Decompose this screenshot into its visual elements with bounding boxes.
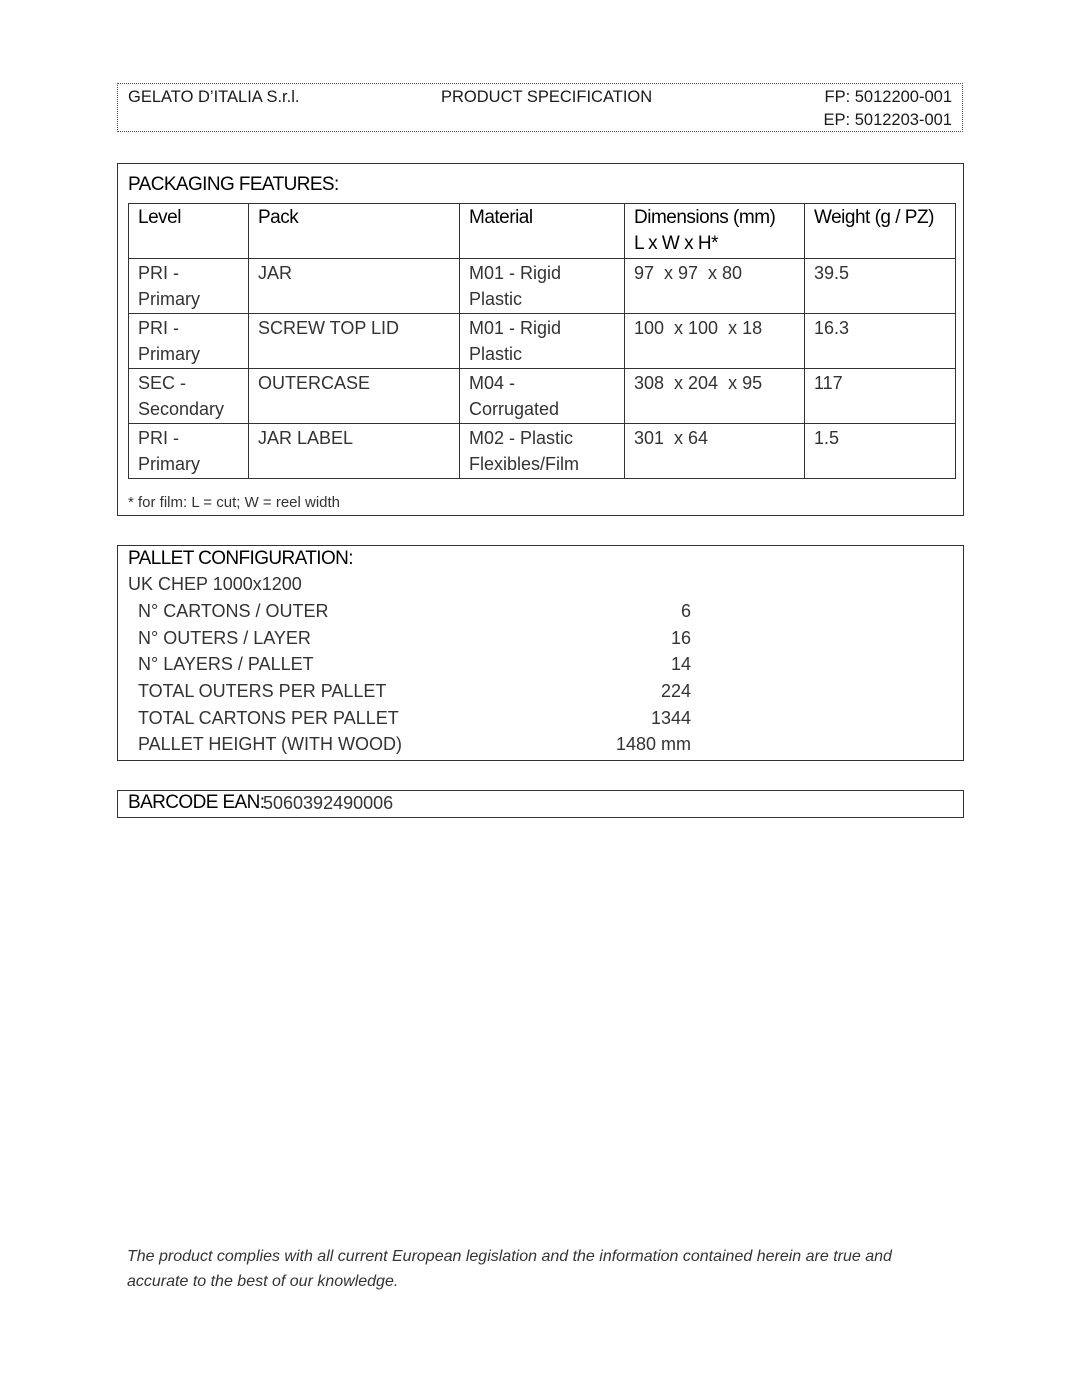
cell-material-line1: M01 - Rigid <box>469 263 562 283</box>
compliance-disclaimer <box>127 1244 927 1294</box>
cell-material <box>460 369 625 424</box>
cell-level-code: PRI - <box>138 263 180 283</box>
pallet-row-outers-per-layer <box>138 628 691 654</box>
pallet-row-value: 1480 mm <box>615 734 691 754</box>
packaging-table-header-row <box>129 204 956 259</box>
column-header-material: Material <box>460 204 625 259</box>
pallet-type: UK CHEP 1000x1200 <box>128 574 302 594</box>
cell-material-line1: M02 - Plastic <box>469 428 574 448</box>
cell-level-code: SEC - <box>138 373 187 393</box>
cell-weight: 1.5 <box>805 424 956 479</box>
cell-pack: JAR LABEL <box>249 424 460 479</box>
cell-material-line2: Plastic <box>469 344 523 364</box>
cell-level <box>129 424 249 479</box>
column-header-dimensions-line1: Dimensions (mm) <box>634 207 776 228</box>
pallet-row-label: N° OUTERS / LAYER <box>138 628 311 648</box>
cell-dimensions: 308 x 204 x 95 <box>625 369 805 424</box>
cell-level-code: PRI - <box>138 428 180 448</box>
pallet-row-value: 14 <box>670 654 691 674</box>
pallet-row-layers-per-pallet <box>138 654 691 680</box>
cell-material <box>460 259 625 314</box>
barcode-label: BARCODE EAN: <box>128 792 265 813</box>
pallet-row-total-outers <box>138 681 691 707</box>
column-header-dimensions <box>625 204 805 259</box>
cell-material <box>460 314 625 369</box>
disclaimer-line1: The product complies with all current European legislation and the information contained herein are true and <box>127 1248 892 1265</box>
cell-level-name: Secondary <box>138 399 225 419</box>
packaging-footnote: * for film: L = cut; W = reel width <box>128 494 341 511</box>
disclaimer-line2: accurate to the best of our knowledge. <box>127 1273 399 1290</box>
table-row <box>129 369 956 424</box>
table-row <box>129 314 956 369</box>
pallet-configuration-title: PALLET CONFIGURATION: <box>128 548 353 569</box>
cell-pack: SCREW TOP LID <box>249 314 460 369</box>
pallet-row-label: N° LAYERS / PALLET <box>138 654 314 674</box>
pallet-row-value: 224 <box>660 681 691 701</box>
packaging-table <box>128 203 956 479</box>
cell-weight: 117 <box>805 369 956 424</box>
pallet-configuration-section <box>117 545 964 761</box>
barcode-section <box>117 790 964 818</box>
packaging-features-section <box>117 163 964 516</box>
cell-pack: JAR <box>249 259 460 314</box>
ep-code: EP: 5012203-001 <box>823 111 952 129</box>
cell-level <box>129 369 249 424</box>
cell-level-name: Primary <box>138 454 200 474</box>
cell-dimensions: 301 x 64 <box>625 424 805 479</box>
cell-material-line1: M01 - Rigid <box>469 318 562 338</box>
company-name: GELATO D’ITALIA S.r.l. <box>128 88 300 106</box>
pallet-row-total-cartons <box>138 708 691 734</box>
cell-dimensions: 100 x 100 x 18 <box>625 314 805 369</box>
column-header-weight: Weight (g / PZ) <box>805 204 956 259</box>
pallet-row-label: TOTAL OUTERS PER PALLET <box>138 681 387 701</box>
pallet-row-value: 16 <box>670 628 691 648</box>
cell-material-line1: M04 - <box>469 373 516 393</box>
cell-level <box>129 259 249 314</box>
document-header <box>117 83 963 132</box>
table-row <box>129 259 956 314</box>
cell-weight: 16.3 <box>805 314 956 369</box>
cell-material-line2: Flexibles/Film <box>469 454 580 474</box>
pallet-row-value: 6 <box>680 601 691 621</box>
barcode-value: 5060392490006 <box>263 793 394 813</box>
cell-pack: OUTERCASE <box>249 369 460 424</box>
column-header-pack: Pack <box>249 204 460 259</box>
fp-code: FP: 5012200-001 <box>824 88 952 106</box>
cell-level-name: Primary <box>138 344 200 364</box>
column-header-level: Level <box>129 204 249 259</box>
pallet-row-label: TOTAL CARTONS PER PALLET <box>138 708 399 728</box>
pallet-row-pallet-height <box>138 734 691 760</box>
pallet-row-label: PALLET HEIGHT (WITH WOOD) <box>138 734 403 754</box>
column-header-dimensions-line2: L x W x H* <box>634 233 719 254</box>
cell-level-name: Primary <box>138 289 200 309</box>
cell-level <box>129 314 249 369</box>
pallet-row-cartons-per-outer <box>138 601 691 627</box>
document-title: PRODUCT SPECIFICATION <box>441 88 653 106</box>
cell-weight: 39.5 <box>805 259 956 314</box>
cell-dimensions: 97 x 97 x 80 <box>625 259 805 314</box>
table-row <box>129 424 956 479</box>
cell-material-line2: Plastic <box>469 289 523 309</box>
pallet-row-label: N° CARTONS / OUTER <box>138 601 329 621</box>
packaging-features-title: PACKAGING FEATURES: <box>128 174 339 195</box>
cell-level-code: PRI - <box>138 318 180 338</box>
pallet-row-value: 1344 <box>650 708 691 728</box>
cell-material <box>460 424 625 479</box>
cell-material-line2: Corrugated <box>469 399 560 419</box>
